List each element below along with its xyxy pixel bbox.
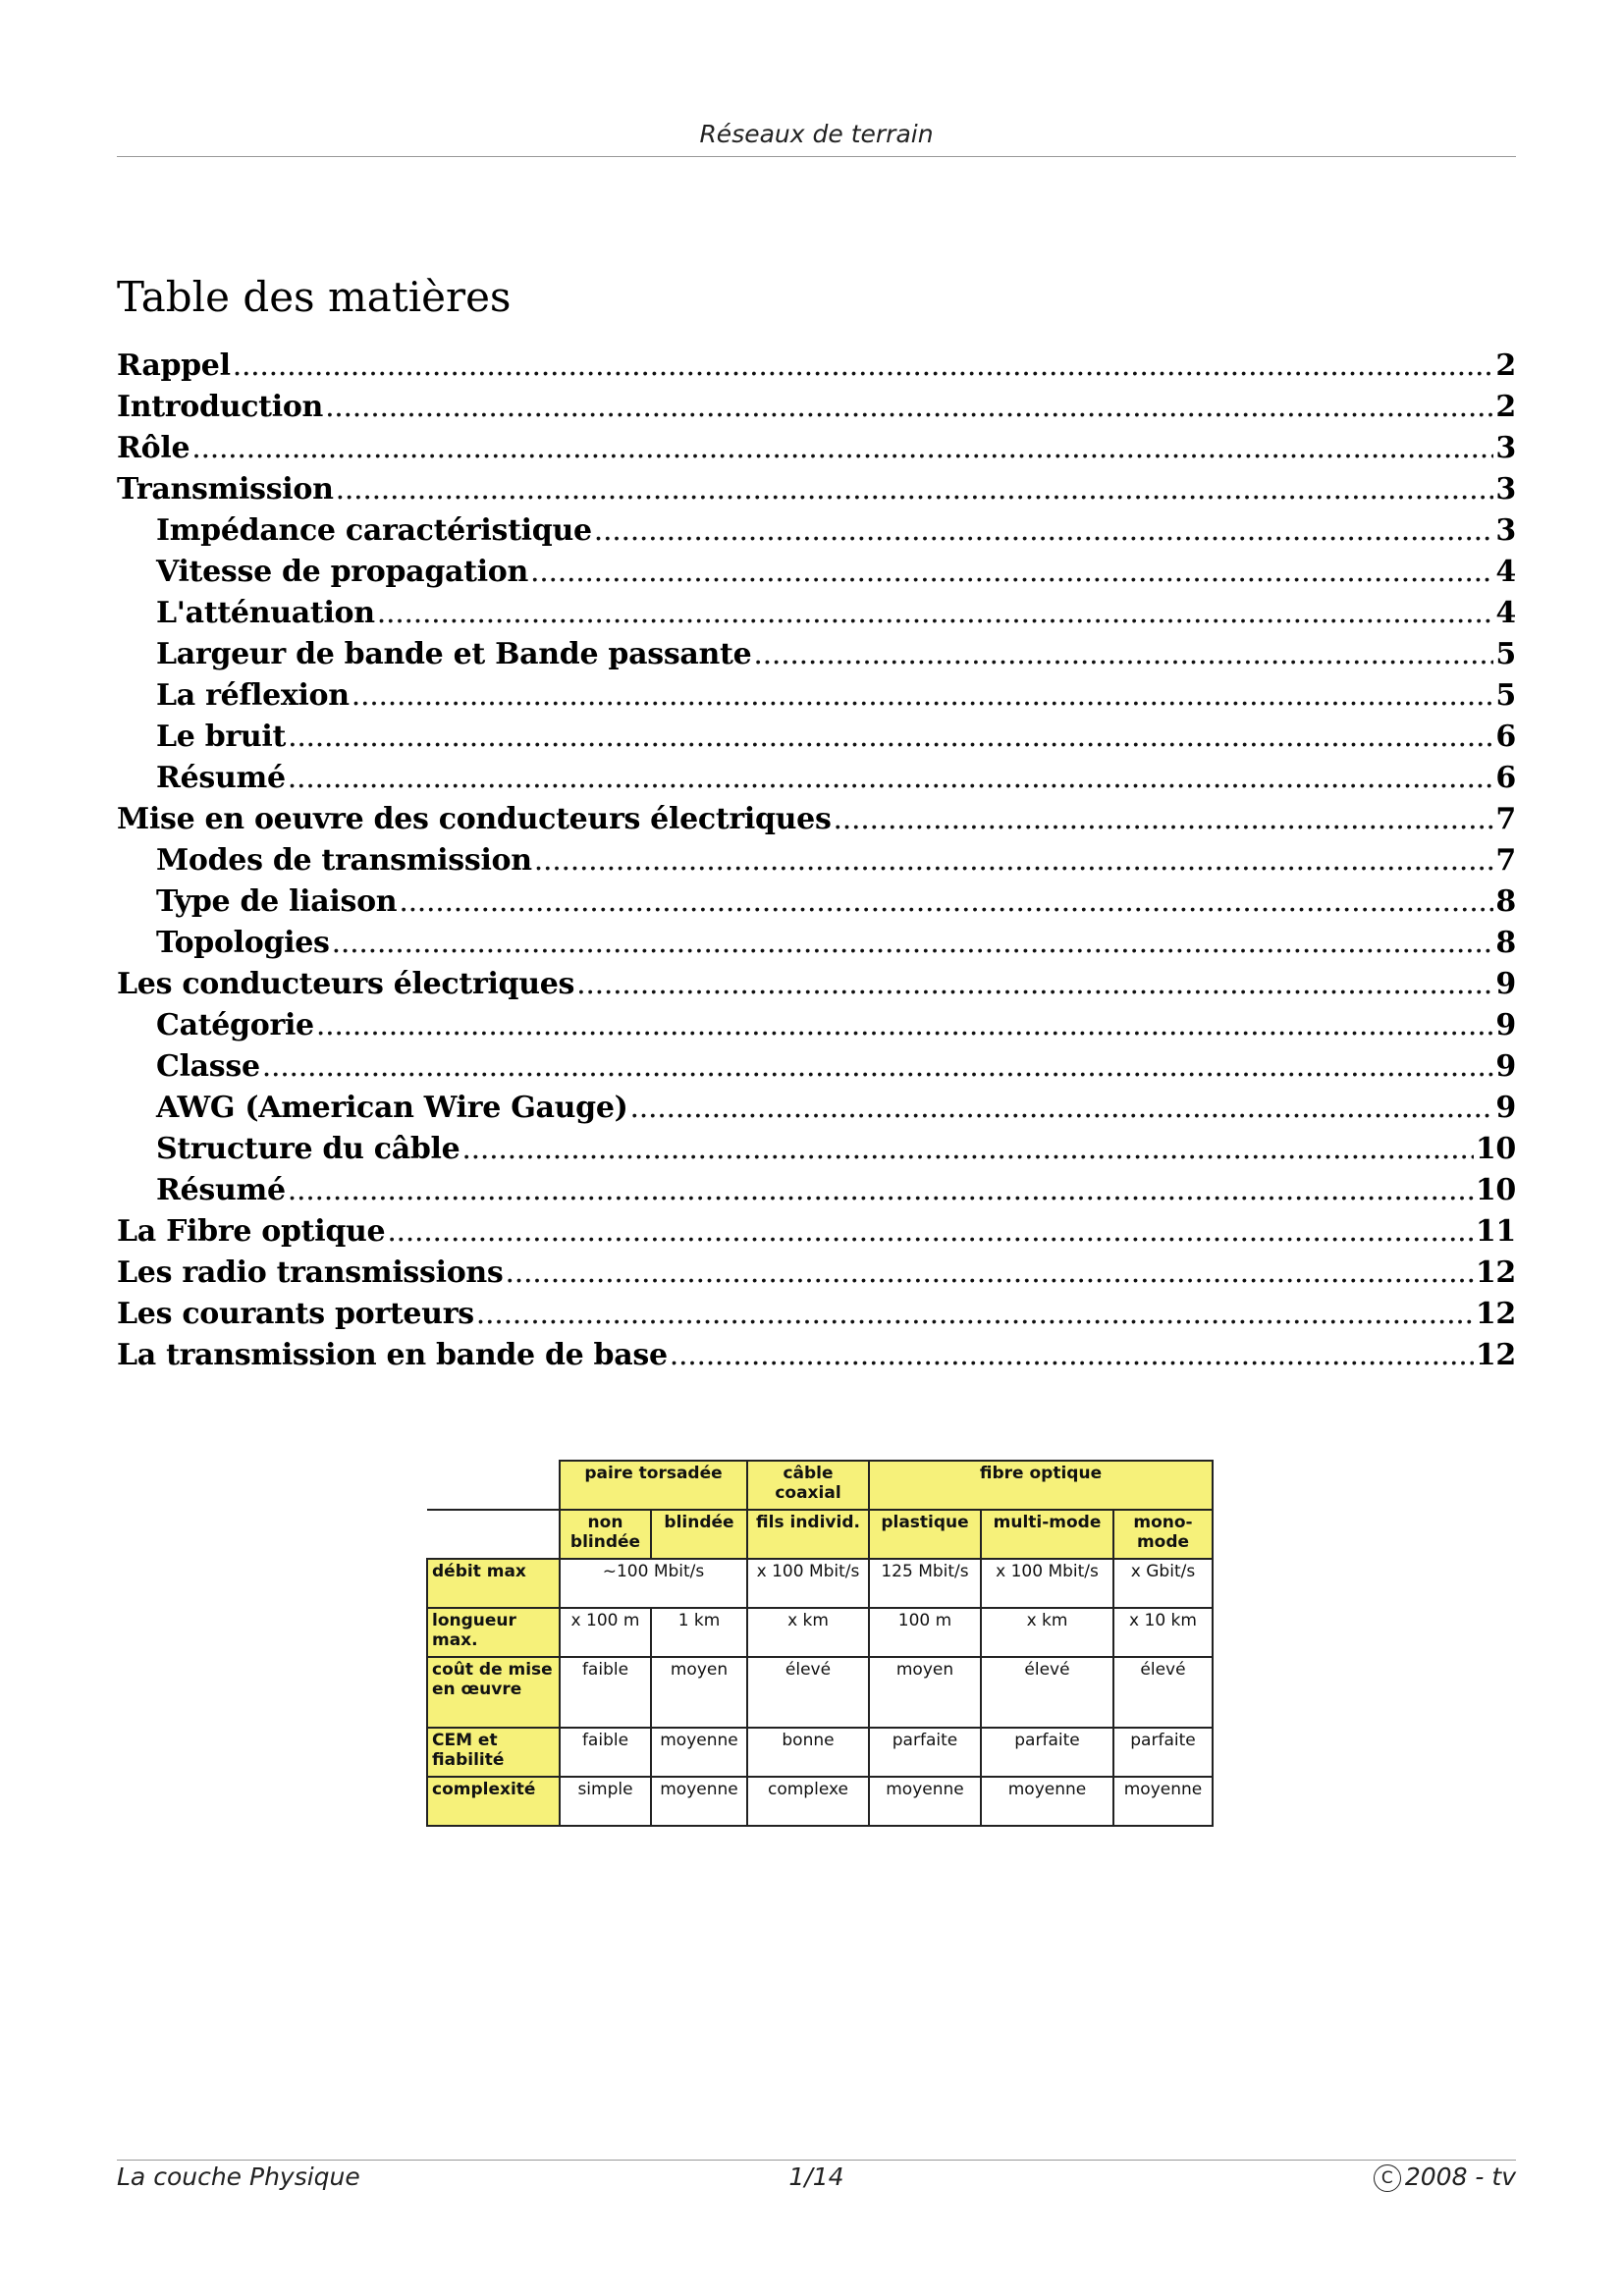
table-cell: 1 km <box>651 1608 747 1657</box>
toc-entry-page: 6 <box>1495 720 1516 754</box>
toc-entry-page: 8 <box>1495 926 1516 960</box>
table-cell: 125 Mbit/s <box>869 1559 981 1608</box>
table-cell: parfaite <box>981 1728 1113 1777</box>
table-cell: parfaite <box>1113 1728 1213 1777</box>
toc-entry-title: Rappel <box>117 348 231 383</box>
toc-entry-title: Catégorie <box>156 1008 314 1042</box>
table-row <box>427 1657 1213 1728</box>
row-label: CEM et fiabilité <box>427 1728 560 1777</box>
toc-entry-page: 3 <box>1495 431 1516 465</box>
toc-entry-title: AWG (American Wire Gauge) <box>156 1091 628 1125</box>
footer-copyright <box>1374 2163 1516 2192</box>
table-cell: x Gbit/s <box>1113 1559 1213 1608</box>
toc-entry-title: Impédance caractéristique <box>156 513 592 548</box>
table-cell: x 10 km <box>1113 1608 1213 1657</box>
toc-entry-page: 8 <box>1495 884 1516 919</box>
toc-entry[interactable] <box>117 593 1516 634</box>
page-number: 1/14 <box>788 2163 844 2191</box>
toc-dot-leader <box>233 346 1494 387</box>
table-cell: x 100 m <box>560 1608 651 1657</box>
toc-entry-title: Modes de transmission <box>156 843 532 878</box>
toc-entry[interactable] <box>117 717 1516 758</box>
table-of-contents <box>117 346 1516 1376</box>
toc-entry[interactable] <box>117 1129 1516 1170</box>
page-footer <box>117 2163 1516 2198</box>
table-cell: x km <box>981 1608 1113 1657</box>
toc-entry[interactable] <box>117 1046 1516 1088</box>
toc-dot-leader <box>594 510 1494 552</box>
toc-entry[interactable] <box>117 881 1516 923</box>
toc-dot-leader <box>387 1211 1474 1253</box>
toc-dot-leader <box>332 923 1494 964</box>
toc-entry[interactable] <box>117 1294 1516 1335</box>
table-corner <box>427 1510 560 1559</box>
toc-entry[interactable] <box>117 552 1516 593</box>
subheader-cell: non blindée <box>560 1510 651 1559</box>
toc-dot-leader <box>262 1046 1494 1088</box>
table-cell: x km <box>747 1608 869 1657</box>
toc-entry[interactable] <box>117 1335 1516 1376</box>
toc-entry-title: Introduction <box>117 390 324 424</box>
subheader-cell: plastique <box>869 1510 981 1559</box>
table-row <box>427 1777 1213 1826</box>
toc-entry-title: La transmission en bande de base <box>117 1338 668 1372</box>
toc-entry-page: 10 <box>1475 1173 1516 1207</box>
toc-entry-title: Le bruit <box>156 720 287 754</box>
table-cell: bonne <box>747 1728 869 1777</box>
table-cell: x 100 Mbit/s <box>747 1559 869 1608</box>
group-header-fibre: fibre optique <box>869 1461 1213 1510</box>
group-header-paire: paire torsadée <box>560 1461 747 1510</box>
toc-entry[interactable] <box>117 387 1516 428</box>
toc-entry[interactable] <box>117 469 1516 510</box>
table-cell: simple <box>560 1777 651 1826</box>
table-cell: moyen <box>869 1657 981 1728</box>
toc-dot-leader <box>288 758 1494 799</box>
table-cell: complexe <box>747 1777 869 1826</box>
toc-entry[interactable] <box>117 758 1516 799</box>
toc-entry-page: 7 <box>1495 802 1516 836</box>
table-cell: moyenne <box>651 1777 747 1826</box>
toc-dot-leader <box>753 634 1493 675</box>
table-row <box>427 1608 1213 1657</box>
toc-entry-page: 4 <box>1495 596 1516 630</box>
toc-entry-title: Vitesse de propagation <box>156 555 529 589</box>
toc-entry-page: 4 <box>1495 555 1516 589</box>
toc-entry[interactable] <box>117 799 1516 840</box>
toc-entry-page: 2 <box>1495 348 1516 383</box>
subheader-cell: fils individ. <box>747 1510 869 1559</box>
table-cell: élevé <box>1113 1657 1213 1728</box>
toc-entry-title: Résumé <box>156 761 286 795</box>
toc-dot-leader <box>336 469 1494 510</box>
toc-dot-leader <box>461 1129 1473 1170</box>
toc-entry[interactable] <box>117 923 1516 964</box>
toc-entry-page: 10 <box>1475 1132 1516 1166</box>
toc-entry-title: Topologies <box>156 926 330 960</box>
table-cell: parfaite <box>869 1728 981 1777</box>
toc-entry-title: Mise en oeuvre des conducteurs électriques <box>117 802 832 836</box>
toc-entry-title: Transmission <box>117 472 334 507</box>
toc-dot-leader <box>530 552 1493 593</box>
toc-entry-page: 7 <box>1495 843 1516 878</box>
table-cell: ~100 Mbit/s <box>560 1559 747 1608</box>
toc-dot-leader <box>670 1335 1474 1376</box>
toc-dot-leader <box>288 1170 1474 1211</box>
table-cell: élevé <box>981 1657 1113 1728</box>
toc-entry-page: 11 <box>1475 1214 1516 1249</box>
footer-doc-title: La couche Physique <box>117 2163 360 2191</box>
toc-entry-page: 12 <box>1475 1297 1516 1331</box>
toc-dot-leader <box>576 964 1493 1005</box>
toc-entry-title: Rôle <box>117 431 190 465</box>
toc-entry-title: Les conducteurs électriques <box>117 967 575 1001</box>
toc-entry-page: 12 <box>1475 1338 1516 1372</box>
toc-dot-leader <box>352 675 1494 717</box>
toc-entry-page: 5 <box>1495 637 1516 671</box>
table-cell: 100 m <box>869 1608 981 1657</box>
toc-entry-page: 2 <box>1495 390 1516 424</box>
toc-entry-page: 3 <box>1495 513 1516 548</box>
toc-entry[interactable] <box>117 510 1516 552</box>
toc-entry[interactable] <box>117 1253 1516 1294</box>
subheader-cell: multi-mode <box>981 1510 1113 1559</box>
toc-entry-page: 9 <box>1495 1049 1516 1084</box>
toc-entry-title: La réflexion <box>156 678 350 713</box>
toc-entry-title: Les radio transmissions <box>117 1255 504 1290</box>
toc-dot-leader <box>476 1294 1474 1335</box>
toc-dot-leader <box>834 799 1494 840</box>
toc-entry-page: 9 <box>1495 1008 1516 1042</box>
toc-dot-leader <box>377 593 1494 634</box>
table-cell: faible <box>560 1728 651 1777</box>
table-cell: moyen <box>651 1657 747 1728</box>
toc-dot-leader <box>325 387 1493 428</box>
copyright-icon: C <box>1374 2164 1401 2192</box>
toc-dot-leader <box>316 1005 1494 1046</box>
table-cell: moyenne <box>981 1777 1113 1826</box>
toc-entry-title: Type de liaison <box>156 884 398 919</box>
toc-entry[interactable] <box>117 1170 1516 1211</box>
footer-copyright-text: 2008 - tv <box>1404 2163 1516 2191</box>
toc-entry-title: La Fibre optique <box>117 1214 386 1249</box>
toc-entry[interactable] <box>117 634 1516 675</box>
footer-rule <box>117 2160 1516 2161</box>
toc-entry-title: Structure du câble <box>156 1132 460 1166</box>
toc-entry[interactable] <box>117 675 1516 717</box>
toc-entry-page: 6 <box>1495 761 1516 795</box>
toc-entry[interactable] <box>117 428 1516 469</box>
toc-entry-page: 5 <box>1495 678 1516 713</box>
header-rule <box>117 156 1516 157</box>
toc-title: Table des matières <box>117 273 512 321</box>
toc-entry-title: L'atténuation <box>156 596 375 630</box>
row-label: débit max <box>427 1559 560 1608</box>
cable-comparison-table <box>426 1460 1214 1827</box>
table-cell: x 100 Mbit/s <box>981 1559 1113 1608</box>
subheader-cell: blindée <box>651 1510 747 1559</box>
row-label: coût de mise en œuvre <box>427 1657 560 1728</box>
toc-entry-page: 9 <box>1495 967 1516 1001</box>
toc-entry[interactable] <box>117 346 1516 387</box>
toc-dot-leader <box>630 1088 1494 1129</box>
row-label: longueur max. <box>427 1608 560 1657</box>
table-cell: faible <box>560 1657 651 1728</box>
table-row <box>427 1728 1213 1777</box>
toc-entry-title: Classe <box>156 1049 260 1084</box>
toc-entry-title: Résumé <box>156 1173 286 1207</box>
table-cell: moyenne <box>1113 1777 1213 1826</box>
toc-entry-page: 12 <box>1475 1255 1516 1290</box>
toc-entry[interactable] <box>117 1005 1516 1046</box>
toc-dot-leader <box>506 1253 1474 1294</box>
toc-dot-leader <box>288 717 1493 758</box>
toc-dot-leader <box>191 428 1493 469</box>
subheader-cell: mono-mode <box>1113 1510 1213 1559</box>
toc-entry-title: Les courants porteurs <box>117 1297 474 1331</box>
toc-entry[interactable] <box>117 964 1516 1005</box>
table-corner <box>427 1461 560 1510</box>
toc-entry-page: 9 <box>1495 1091 1516 1125</box>
toc-entry-page: 3 <box>1495 472 1516 507</box>
running-header: Réseaux de terrain <box>699 120 934 148</box>
table-row <box>427 1559 1213 1608</box>
toc-dot-leader <box>399 881 1493 923</box>
toc-entry[interactable] <box>117 1211 1516 1253</box>
toc-entry[interactable] <box>117 840 1516 881</box>
table-cell: élevé <box>747 1657 869 1728</box>
toc-entry[interactable] <box>117 1088 1516 1129</box>
table-cell: moyenne <box>651 1728 747 1777</box>
table-cell: moyenne <box>869 1777 981 1826</box>
row-label: complexité <box>427 1777 560 1826</box>
toc-entry-title: Largeur de bande et Bande passante <box>156 637 752 671</box>
group-header-coax: câble coaxial <box>747 1461 869 1510</box>
toc-dot-leader <box>534 840 1494 881</box>
